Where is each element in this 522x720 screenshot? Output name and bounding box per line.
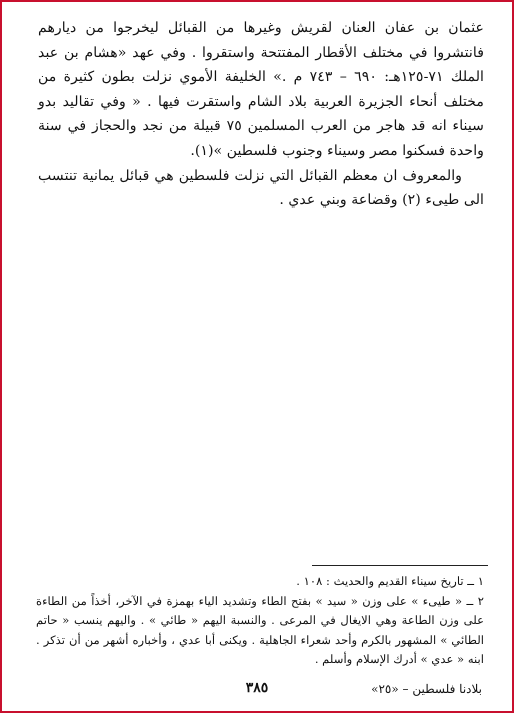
main-text xyxy=(38,16,484,213)
footnotes xyxy=(36,572,484,670)
page-number: ٣٨٥ xyxy=(245,680,269,696)
body-paragraph-2: والمعروف ان معظم القبائل التي نزلت فلسطين هي قبائل يمانية تنتسب الى طيىء (٢) وقضاعة وبني عدي . xyxy=(38,167,484,209)
footnote-2: ٢ ــ « طيىء » على وزن « سيد » بفتح الطاء وتشديد الياء بهمزة في الآخر، أخذاً من الطاءة على وزن الطاعة وهي الايغال في المرعى . والنسبة اليهم « طائي » . واليهم ينسب « حاتم الطائي » المشهور بالكرم وأحد شعراء الجاهلية . ويكنى أبا عدي ، وأخباره أشهر من أن تذكر . ابنه « عدي » أدرك الإسلام وأسلم . xyxy=(36,593,484,666)
footnote-separator xyxy=(312,565,488,566)
running-head: بلادنا فلسطين – «٢٥» xyxy=(371,682,482,696)
footnote-1: ١ ــ تاريخ سيناء القديم والحديث : ١٠٨ . xyxy=(296,574,484,588)
page-footer xyxy=(32,680,482,704)
body-paragraph-1: عثمان بن عفان العنان لقريش وغيرها من القبائل ليخرجوا من ديارهم فانتشروا في مختلف الأقطار المفتتحة واستقروا . وفي عهد «هشام بن عبد الملك ٧١-١٢٥هـ: ٦٩٠ – ٧٤٣ م .» الخليفة الأموي نزلت بطون كثيرة من مختلف أنحاء الجزيرة العربية بلاد الشام واستقرت فيها . « وفي تقاليد بدو سيناء انه قد هاجر من العرب المسلمين ٧٥ قبيلة من نجد والحجاز في سنة واحدة فسكنوا مصر وسيناء وجنوب فلسطين »(١). xyxy=(38,20,485,159)
